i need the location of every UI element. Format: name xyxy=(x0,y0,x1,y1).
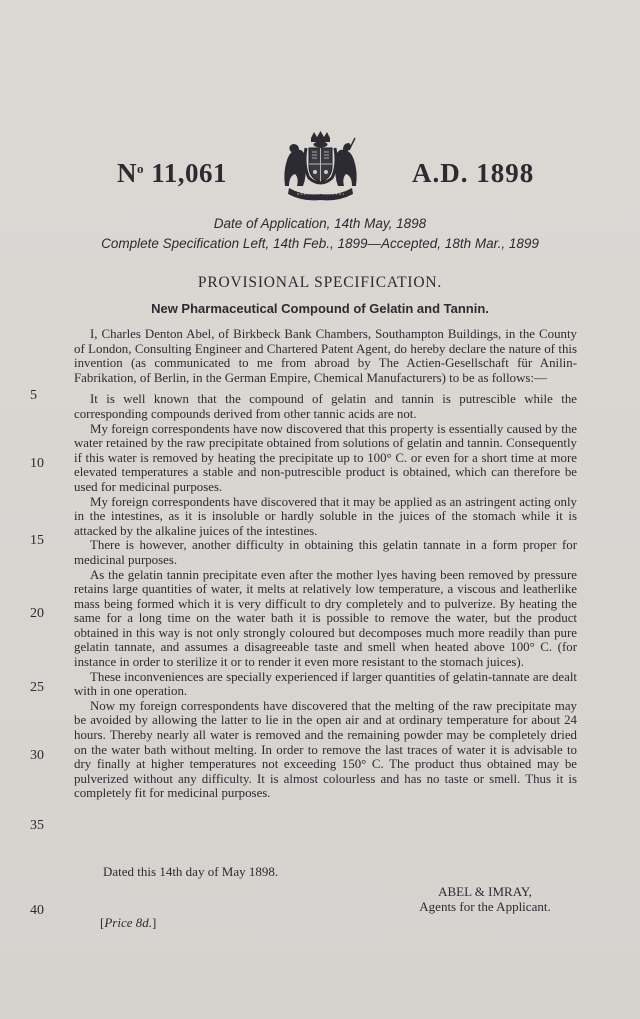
agents-signature xyxy=(400,884,570,914)
line-number-40: 40 xyxy=(30,903,44,918)
complete-specification-date: Complete Specification Left, 14th Feb., 1899—Accepted, 18th Mar., 1899 xyxy=(101,236,539,251)
application-dates xyxy=(0,214,640,254)
date-of-application: Date of Application, 14th May, 1898 xyxy=(213,216,427,231)
line-number-10: 10 xyxy=(30,456,44,471)
line-number-35: 35 xyxy=(30,818,44,833)
paragraph-8: Now my foreign correspondents have discovered that the melting of the raw precipitate may be avoided by allowing the latter to lie in the open air and at ordinary temperature for about 24 hours. Thereby nearly all water is removed and the remaining powder may be completely dried on the water bath without melting. In order to remove the last traces of water it is advisable to dry finally at higher temperatures not exceeding 150° C. The product thus obtained may be pulverized without any difficulty. It is almost colourless and has no taste or smell. Thus it is completely fit for medicinal purposes. xyxy=(74,698,577,801)
line-number-15: 15 xyxy=(30,533,44,548)
royal-coat-of-arms-icon xyxy=(283,130,358,202)
paragraph-2: It is well known that the compound of gelatin and tannin is putrescible while the corresponding compounds derived from other tannic acids are not. xyxy=(74,392,577,421)
line-number-20: 20 xyxy=(30,606,44,621)
margin-line-numbers xyxy=(30,0,60,1019)
dated-line: Dated this 14th day of May 1898. xyxy=(103,864,279,879)
agents-name: ABEL & IMRAY, xyxy=(438,884,532,899)
patent-year: A.D. 1898 xyxy=(412,158,535,188)
patent-number xyxy=(117,158,227,189)
paragraph-3: My foreign correspondents have now discovered that this property is essentially caused by the water retained by the raw precipitate obtained from solutions of gelatin and tannin. Consequently if this water is removed by heating the precipitate up to 100° C. or even for a short time at more elevated temperatures a stable and non-putrescible product is obtained, which can therefore be used for medicinal purposes. xyxy=(74,421,577,494)
price-label: Price 8d. xyxy=(104,915,152,930)
paragraph-4: My foreign correspondents have discovered that it may be applied as an astringent acting only in the intestines, as it is insoluble or hardly soluble in the juices of the stomach while it is attacked by the alkaline juices of the intestines. xyxy=(74,494,577,538)
section-title: PROVISIONAL SPECIFICATION. xyxy=(197,274,443,291)
number-suffix: o xyxy=(137,161,144,176)
specification-body xyxy=(74,327,577,801)
line-number-30: 30 xyxy=(30,748,44,763)
paragraph-6: As the gelatin tannin precipitate even after the mother lyes having been removed by pressure retains large quantities of water, it melts at relatively low temperature, a viscous and leatherlike mass being formed which it is very difficult to dry completely and to pulverize. By heating the same for a long time on the water bath it is possible to remove the water, but the product obtained in this way is not only strongly coloured but decomposes much more readily than pure gelatin tannate, and assumes a disagreeable taste and smell when heated above 100° C. (for instance in order to sterilize it or to render it even more resistant to the stomach juices). xyxy=(74,567,577,670)
patent-header xyxy=(0,130,640,210)
paragraph-7: These inconveniences are specially experienced if larger quantities of gelatin-tannate are dealt with in one operation. xyxy=(74,669,577,699)
subject-title: New Pharmaceutical Compound of Gelatin and Tannin. xyxy=(151,301,489,316)
line-number-5: 5 xyxy=(30,388,37,403)
price-bracket-open: [ xyxy=(100,915,105,930)
price-bracket-close: ] xyxy=(152,915,157,930)
line-number-25: 25 xyxy=(30,680,44,695)
paragraph-1: I, Charles Denton Abel, of Birkbeck Bank Chambers, Southampton Buildings, in the County of London, Consulting Engineer and Chartered Patent Agent, do hereby declare the nature of this invention (as communicated to me from abroad by The Actien-Gesellschaft für Anilin-Fabrikation, of Berlin, in the German Empire, Chemical Manufacturers) to be as follows:— xyxy=(74,327,577,385)
paragraph-5: There is however, another difficulty in obtaining this gelatin tannate in a form proper for medicinal purposes. xyxy=(74,538,577,567)
price-note xyxy=(100,915,156,931)
number-prefix: N xyxy=(117,158,137,188)
agents-role: Agents for the Applicant. xyxy=(419,899,551,914)
number-value: 11,061 xyxy=(151,158,228,188)
